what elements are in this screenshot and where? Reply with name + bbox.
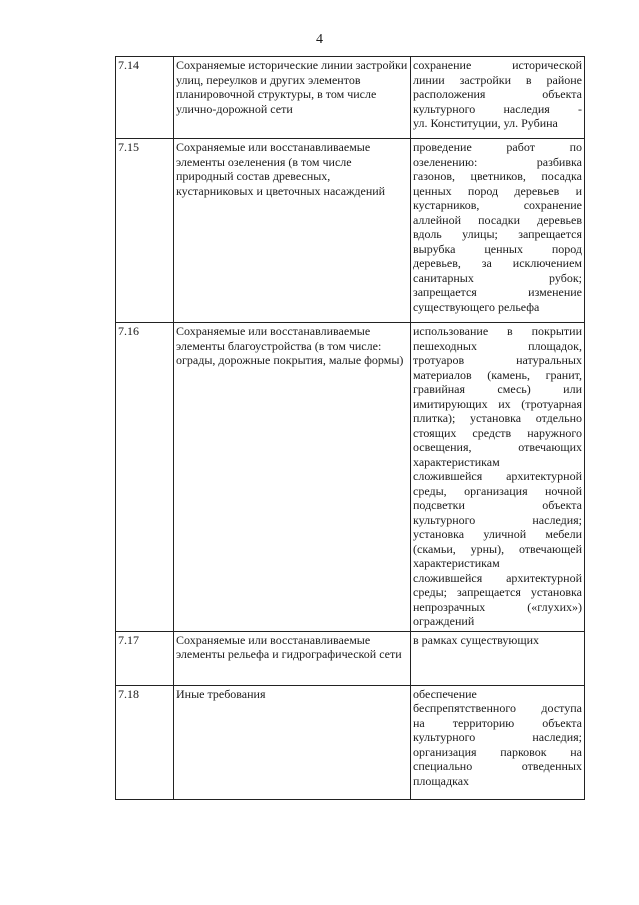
requirement-line: газонов, цветников, посадка (413, 169, 582, 183)
requirement-line: сложившейся архитектурной (413, 469, 582, 483)
requirement-cell (411, 57, 585, 139)
requirement-line: обеспечение (413, 686, 477, 701)
requirement-cell (411, 323, 585, 632)
requirement-line: среды, организация ночной (413, 483, 582, 498)
requirement-line: расположения объекта (413, 87, 582, 101)
requirement-line: непрозрачных («глухих») (413, 599, 582, 614)
requirement-line: беспрепятственного доступа (413, 701, 582, 715)
requirement-cell (411, 685, 585, 799)
requirement-line: материалов (камень, гранит, (413, 367, 582, 382)
requirement-line: деревьев, за исключением (413, 256, 582, 270)
table-row (116, 685, 585, 799)
requirement-line: плитка); установка отдельно (413, 411, 582, 425)
requirement-line: пешеходных площадок, (413, 338, 582, 353)
requirement-line: запрещается изменение (413, 285, 582, 299)
requirement-line: на территорию объекта (413, 715, 582, 730)
requirement-line: использование в покрытии (413, 324, 582, 338)
requirement-line: санитарных рубок; (413, 270, 582, 285)
table-row (116, 631, 585, 685)
requirement-line: стоящих средств наружного (413, 425, 582, 440)
table-row (116, 57, 585, 139)
requirement-line: сохранение исторической (413, 58, 582, 72)
requirement-line: в рамках существующих (413, 632, 540, 647)
requirement-line: имитирующих их (тротуарная (413, 396, 582, 411)
requirement-line: характеристикам (413, 556, 500, 570)
requirement-line: установка уличной мебели (413, 527, 582, 541)
requirement-line: подсветки объекта (413, 498, 582, 512)
requirements-table (115, 56, 585, 800)
requirement-line: площадках (413, 773, 470, 788)
element-cell: Сохраняемые или восстанавливаемые элементы благоустройства (в том числе: ограды, дорожные покрытия, малые формы) (174, 323, 411, 632)
requirement-line: среды; запрещается установка (413, 585, 582, 599)
requirement-line: сложившейся архитектурной (413, 570, 582, 585)
element-cell: Иные требования (174, 685, 411, 799)
requirement-line: гравийная смесь) или (413, 382, 582, 396)
row-number: 7.15 (116, 139, 174, 323)
requirement-cell (411, 139, 585, 323)
requirement-line: культурного наследия; (413, 512, 582, 527)
requirement-line: культурного наследия - (413, 101, 582, 116)
requirement-line: ограждений (413, 614, 475, 628)
requirement-line: организация парковок на (413, 744, 582, 759)
row-number: 7.14 (116, 57, 174, 139)
requirement-line: характеристикам (413, 454, 500, 469)
row-number: 7.17 (116, 631, 174, 685)
requirement-line: культурного наследия; (413, 730, 582, 744)
requirement-line: линии застройки в районе (413, 72, 582, 87)
requirement-line: вырубка ценных пород (413, 241, 582, 256)
requirement-line: ул. Конституции, ул. Рубина (413, 116, 558, 130)
requirement-line: освещения, отвечающих (413, 440, 582, 454)
requirement-line: проведение работ по (413, 140, 582, 154)
requirement-line: аллейной посадки деревьев (413, 212, 582, 227)
requirement-line: ценных пород деревьев и (413, 183, 582, 198)
requirement-line: кустарников, сохранение (413, 198, 582, 212)
table-row (116, 323, 585, 632)
requirement-line: существующего рельефа (413, 299, 540, 314)
requirement-line: вдоль улицы; запрещается (413, 227, 582, 241)
requirement-line: специально отведенных (413, 759, 582, 773)
table-row (116, 139, 585, 323)
requirement-line: тротуаров натуральных (413, 353, 582, 367)
requirement-cell (411, 631, 585, 685)
element-cell: Сохраняемые исторические линии застройки улиц, переулков и других элементов планировочной структуры, в том числе улично-дорожной сети (174, 57, 411, 139)
requirement-line: озеленению: разбивка (413, 154, 582, 169)
element-cell: Сохраняемые или восстанавливаемые элементы рельефа и гидрографической сети (174, 631, 411, 685)
row-number: 7.16 (116, 323, 174, 632)
row-number: 7.18 (116, 685, 174, 799)
requirement-line: (скамьи, урны), отвечающей (413, 541, 582, 556)
page-number: 4 (316, 32, 323, 47)
element-cell: Сохраняемые или восстанавливаемые элементы озеленения (в том числе природный состав древесных, кустарниковых и цветочных насаждений (174, 139, 411, 323)
